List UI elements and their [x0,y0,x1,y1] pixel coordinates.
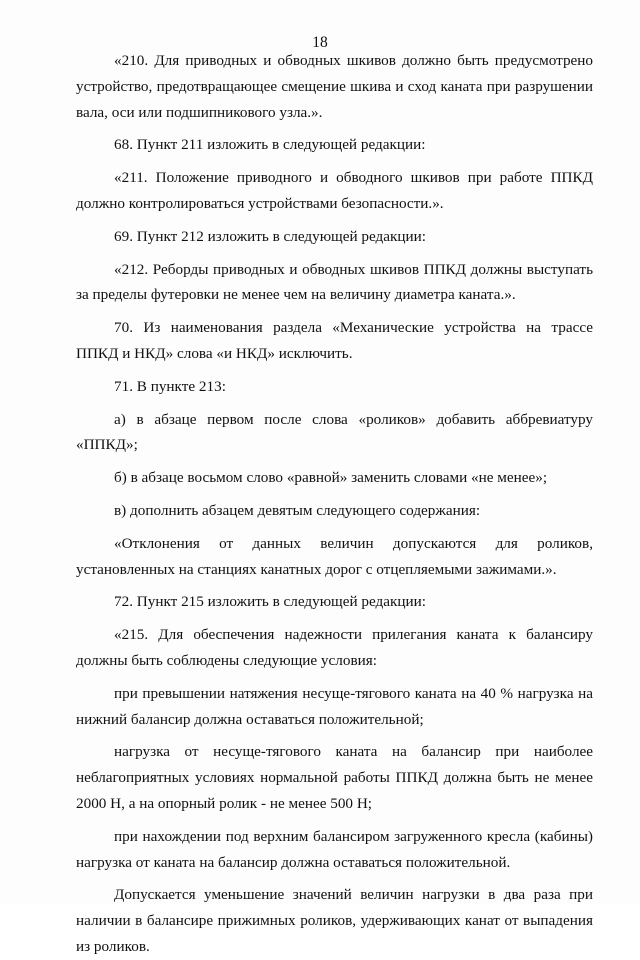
paragraph-215-allowance: Допускается уменьшение значений величин нагрузки в два раза при наличии в балансире прижимных роликов, удерживающих канат от выпадения из роликов. [76,886,593,955]
document-body [76,48,593,960]
paragraph-210-text: «210. Для приводных и обводных шкивов должно быть предусмотрено устройство, предотвращающее смещение шкива и сход каната при разрушении вала, оси или подшипникового узла.». [76,52,593,121]
paragraph-212-text: «212. Реборды приводных и обводных шкивов ППКД должны выступать за пределы футеровки не менее чем на величину диаметра каната.». [76,260,593,304]
paragraph-215-condition-3: при нахождении под верхним балансиром загруженного кресла (кабины) нагрузка от каната на балансир должна оставаться положительной. [76,827,593,871]
paragraph-item-71-a: а) в абзаце первом после слова «роликов» добавить аббревиатуру «ППКД»; [76,410,593,454]
paragraph-item-68: 68. Пункт 211 изложить в следующей редакции: [114,136,426,154]
paragraph-215-condition-1: при превышении натяжения несуще-тягового каната на 40 % нагрузка на нижний балансир должна оставаться положительной; [76,684,593,728]
page-number: 18 [312,34,328,51]
paragraph-item-69: 69. Пункт 212 изложить в следующей редакции: [114,227,427,245]
paragraph-213-addition: «Отклонения от данных величин допускаются для роликов, установленных на станциях канатных дорог с отцепляемыми зажимами.». [76,534,593,578]
paragraph-211-text: «211. Положение приводного и обводного шкивов при работе ППКД должно контролироваться устройствами безопасности.». [76,169,593,212]
paragraph-item-72: 72. Пункт 215 изложить в следующей редакции: [114,593,427,611]
paragraph-item-71-b: б) в абзаце восьмом слово «равной» заменить словами «не менее»; [114,469,548,487]
paragraph-215-text: «215. Для обеспечения надежности прилегания каната к балансиру должны быть соблюдены следующие условия: [76,626,593,669]
paragraph-item-71: 71. В пункте 213: [114,377,226,395]
paragraph-215-condition-2: нагрузка от несуще-тягового каната на балансир при наиболее неблагоприятных условиях нормальной работы ППКД должна быть не менее 2000 Н, а на опорный ролик - не менее 500 Н; [76,743,593,812]
paragraph-item-70: 70. Из наименования раздела «Механические устройства на трассе ППКД и НКД» слова «и НКД» исключить. [76,319,593,362]
paragraph-item-71-v: в) дополнить абзацем девятым следующего содержания: [114,501,481,519]
